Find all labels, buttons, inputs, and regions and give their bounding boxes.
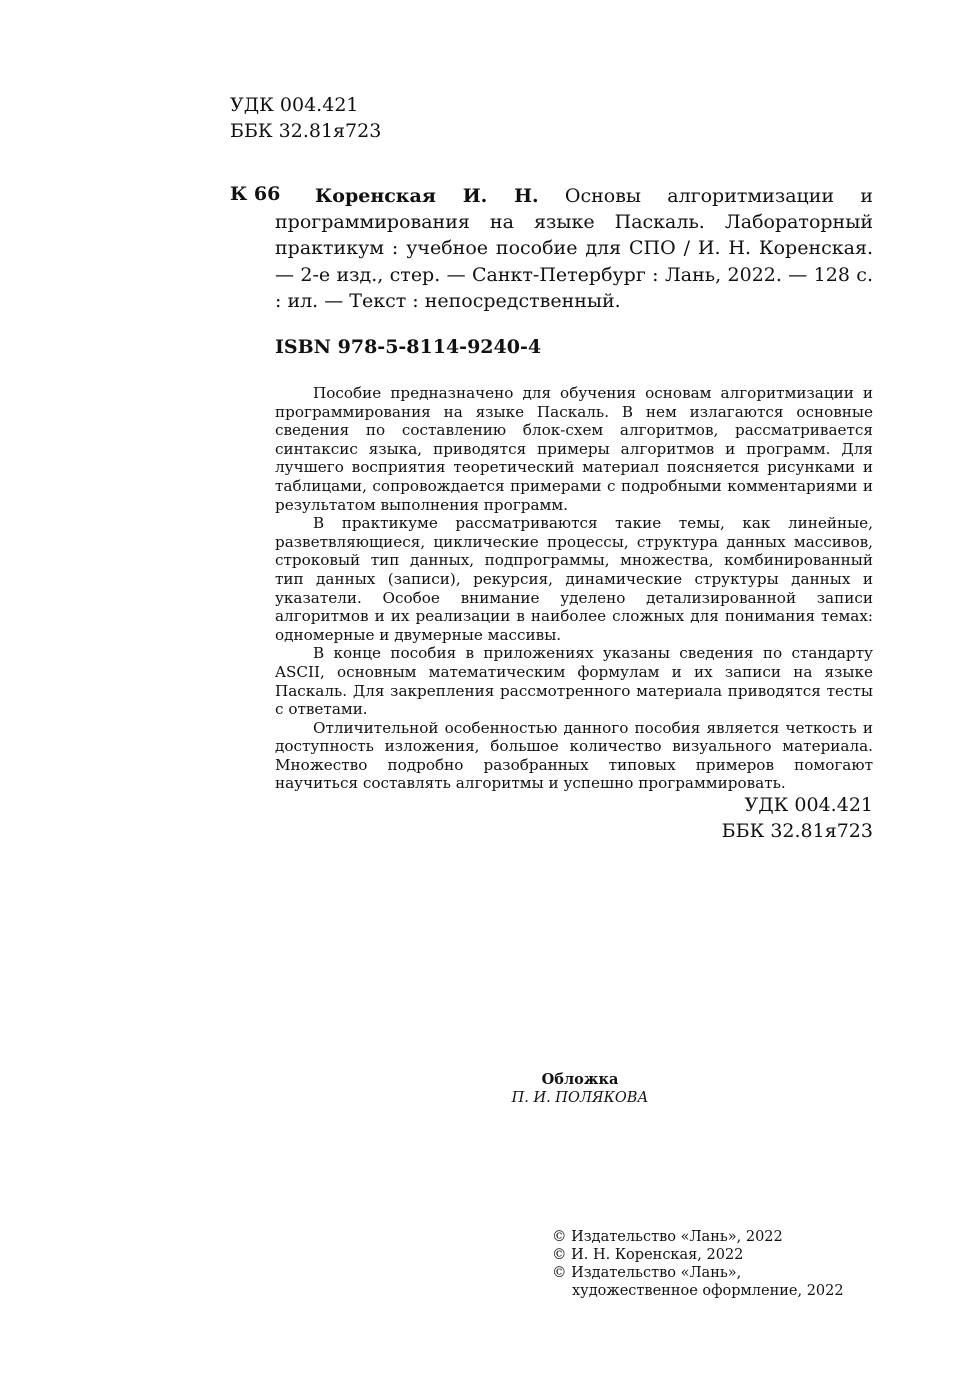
- bbk-code: ББК 32.81я723: [721, 820, 873, 842]
- classification-codes-bottom: [600, 792, 873, 844]
- annotation-paragraph: Отличительной особенностью данного пособия является четкость и доступность изложения, большое количество визуального материала. Множество подробно разобранных типовых примеров помогают научиться составлять алгоритмы и успешно программировать.: [275, 718, 873, 793]
- copyright-line: © Издательство «Лань»,: [552, 1265, 742, 1281]
- copyright-line: © Издательство «Лань», 2022: [552, 1229, 783, 1245]
- bibliographic-text: Основы алгоритмизации и программирования на языке Паскаль. Лабораторный практикум : учебное пособие для СПО / И. Н. Коренская. — 2-е изд., стер. — Санкт-Петербург : Лань, 2022. — 128 с. : ил. — Текст : непосредственный.: [275, 185, 873, 312]
- annotation: [275, 384, 873, 793]
- cover-credit: [480, 1071, 680, 1107]
- cover-label: Обложка: [541, 1071, 619, 1088]
- author-name: Коренская И. Н.: [315, 185, 539, 207]
- udk-code: УДК 004.421: [230, 94, 359, 116]
- bibliographic-description: [275, 183, 873, 314]
- isbn: ISBN 978-5-8114-9240-4: [275, 336, 542, 358]
- bbk-code: ББК 32.81я723: [230, 120, 382, 142]
- copyright-block: [552, 1228, 844, 1300]
- udk-code: УДК 004.421: [744, 794, 873, 816]
- copyright-line: © И. Н. Коренская, 2022: [552, 1247, 744, 1263]
- cover-designer: П. И. ПОЛЯКОВА: [511, 1090, 649, 1106]
- copyright-line: художественное оформление, 2022: [572, 1283, 844, 1299]
- author-cipher: К 66: [230, 183, 281, 205]
- classification-codes-top: [230, 92, 381, 144]
- annotation-paragraph: Пособие предназначено для обучения основам алгоритмизации и программирования на языке Паскаль. В нем излагаются основные сведения по составлению блок-схем алгоритмов, рассматривается синтаксис языка, приводятся примеры алгоритмов и программ. Для лучшего восприятия теоретический материал поясняется рисунками и таблицами, сопровождается примерами с подробными комментариями и результатом выполнения программ.: [275, 384, 873, 514]
- annotation-paragraph: В конце пособия в приложениях указаны сведения по стандарту ASCII, основным математическим формулам и их записи на языке Паскаль. Для закрепления рассмотренного материала приводятся тесты с ответами.: [275, 644, 873, 719]
- annotation-paragraph: В практикуме рассматриваются такие темы, как линейные, разветвляющиеся, циклические процессы, структура данных массивов, строковый тип данных, подпрограммы, множества, комбинированный тип данных (записи), рекурсия, динамические структуры данных и указатели. Особое внимание уделено детализированной записи алгоритмов и их реализации в наиболее сложных для понимания темах: одномерные и двумерные массивы.: [275, 514, 873, 644]
